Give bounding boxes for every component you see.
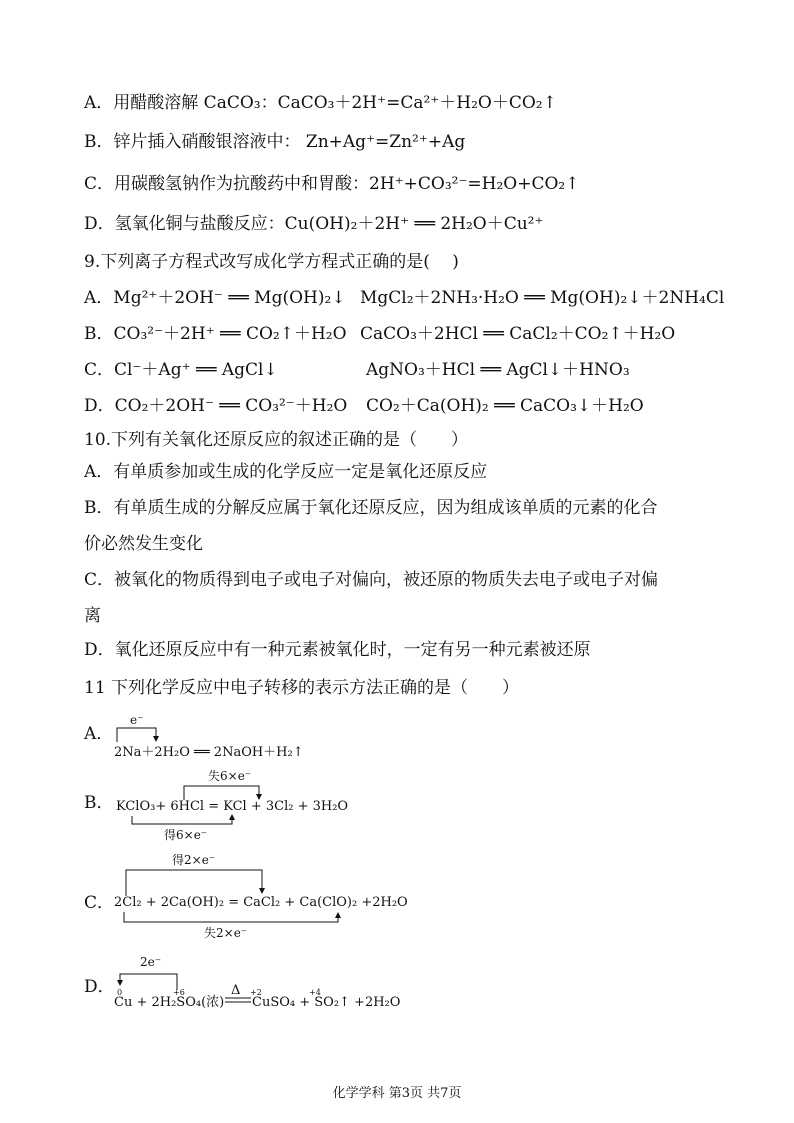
q11-option-d-arrow xyxy=(120,974,177,990)
q11-option-c-label: C． xyxy=(84,893,115,913)
q11-option-c-bottom-arrowhead xyxy=(335,912,341,918)
q11-option-d-ox-s-right: +4 xyxy=(309,988,321,997)
q8-option-c xyxy=(84,172,580,196)
q11-option-b-label: B． xyxy=(84,793,114,813)
q9-option-b-ionic: CO₃²⁻＋2H⁺ ══ CO₂↑＋H₂O xyxy=(113,324,347,344)
q11-option-d-arrow-label: 2e⁻ xyxy=(140,955,162,969)
q11-option-a-arrowhead xyxy=(153,736,159,742)
q8-option-a xyxy=(84,91,557,115)
q10-option-c-line2: 离 xyxy=(84,606,101,626)
q11-option-d-diagram xyxy=(84,952,414,1012)
q11-option-c-diagram xyxy=(84,848,414,942)
q11-option-a-equation: 2Na＋2H₂O ══ 2NaOH＋H₂↑ xyxy=(114,745,304,760)
q9-option-a-ionic: Mg²⁺＋2OH⁻ ══ Mg(OH)₂↓ xyxy=(113,288,346,308)
q9-option-d xyxy=(84,394,644,418)
q11-option-d-arrowhead xyxy=(117,980,123,986)
q11-option-d-heat: Δ xyxy=(231,983,241,998)
q11-option-c-bottom-arrow xyxy=(124,912,338,922)
q9-option-a-label: A． xyxy=(84,288,114,308)
q11-option-b-diagram xyxy=(84,764,414,844)
q9-option-b-label: B． xyxy=(84,324,114,344)
q10-option-c-line1: C．被氧化的物质得到电子或电子对偏向，被还原的物质失去电子或电子对偏 xyxy=(84,570,659,590)
q11-option-a-arrow xyxy=(117,728,156,742)
q9-option-d-label: D． xyxy=(84,396,115,416)
q10-option-d: D．氧化还原反应中有一种元素被氧化时，一定有另一种元素被还原 xyxy=(84,640,591,660)
q11-option-d-ox-s-left: +6 xyxy=(173,988,185,997)
q9-option-a xyxy=(84,286,725,310)
q11-option-d-ox-cu-right: +2 xyxy=(250,988,262,997)
q8-option-b-label: B． xyxy=(84,132,114,152)
q8-option-d-label: D． xyxy=(84,214,115,234)
q11-option-d-ox-cu-left: 0 xyxy=(117,988,123,997)
q11-option-d-label: D． xyxy=(84,977,115,997)
q11-option-a-label: A． xyxy=(84,724,114,744)
page-footer: 化学学科 第3页 共7页 xyxy=(332,1086,462,1101)
q11-option-b-equation: KClO₃+ 6HCl = KCl + 3Cl₂ + 3H₂O xyxy=(116,799,349,814)
q8-option-b-text: 锌片插入硝酸银溶液中： Zn+Ag⁺=Zn²⁺+Ag xyxy=(113,132,466,152)
q11-option-d-equation-left: Cu + 2H₂SO₄(浓) xyxy=(114,995,225,1010)
q10-stem: 10.下列有关氧化还原反应的叙述正确的是（ ） xyxy=(84,430,469,450)
q11-option-a-diagram xyxy=(84,708,414,758)
q8-option-c-text: 用碳酸氢钠作为抗酸药中和胃酸：2H⁺+CO₃²⁻=H₂O+CO₂↑ xyxy=(114,174,580,194)
q10-option-a: A．有单质参加或生成的化学反应一定是氧化还原反应 xyxy=(84,462,488,482)
q11-option-d-equals xyxy=(225,998,251,1002)
q11-option-a-arrow-label: e⁻ xyxy=(130,713,144,727)
q11-option-d-equation-right: CuSO₄ + SO₂↑ +2H₂O xyxy=(252,995,401,1010)
q11-option-c-top-label: 得2×e⁻ xyxy=(172,853,216,867)
q11-option-b-bottom-arrow xyxy=(132,816,232,824)
q9-option-c-chemical: AgNO₃＋HCl ══ AgCl↓＋HNO₃ xyxy=(366,360,630,380)
q9-option-a-chemical: MgCl₂＋2NH₃·H₂O ══ Mg(OH)₂↓＋2NH₄Cl xyxy=(360,288,725,308)
q10-option-b-line2: 价必然发生变化 xyxy=(84,534,203,554)
q8-option-d xyxy=(84,212,543,236)
q9-option-d-ionic: CO₂＋2OH⁻ ══ CO₃²⁻＋H₂O xyxy=(114,396,348,416)
q11-option-c-top-arrow xyxy=(126,870,262,896)
q11-option-b-top-arrow xyxy=(184,786,259,800)
q9-option-c xyxy=(84,358,630,382)
q9-option-b xyxy=(84,322,676,346)
q9-option-c-ionic: Cl⁻＋Ag⁺ ══ AgCl↓ xyxy=(114,360,278,380)
q8-option-a-label: A． xyxy=(84,93,114,113)
q8-option-d-text: 氢氧化铜与盐酸反应：Cu(OH)₂＋2H⁺ ══ 2H₂O＋Cu²⁺ xyxy=(114,214,544,234)
q11-option-c-bottom-label: 失2×e⁻ xyxy=(204,926,248,940)
q11-option-c-equation: 2Cl₂ + 2Ca(OH)₂ = CaCl₂ + Ca(ClO)₂ +2H₂O xyxy=(114,895,408,910)
q9-stem: 9.下列离子方程式改写成化学方程式正确的是( ) xyxy=(84,252,459,272)
q11-option-c-top-arrowhead xyxy=(259,888,265,894)
q9-option-d-chemical: CO₂＋Ca(OH)₂ ══ CaCO₃↓＋H₂O xyxy=(366,396,644,416)
q8-option-c-label: C． xyxy=(84,174,115,194)
q8-option-a-text: 用醋酸溶解 CaCO₃：CaCO₃＋2H⁺=Ca²⁺＋H₂O＋CO₂↑ xyxy=(113,93,557,113)
q11-option-b-bottom-arrowhead xyxy=(229,814,235,820)
q8-option-b xyxy=(84,130,465,154)
q11-option-b-bottom-label: 得6×e⁻ xyxy=(164,828,208,842)
q9-option-b-chemical: CaCO₃＋2HCl ══ CaCl₂＋CO₂↑＋H₂O xyxy=(360,324,676,344)
q9-option-c-label: C． xyxy=(84,360,115,380)
q10-option-b-line1: B．有单质生成的分解反应属于氧化还原反应，因为组成该单质的元素的化合 xyxy=(84,498,658,518)
q11-stem: 11 下列化学反应中电子转移的表示方法正确的是（ ） xyxy=(84,678,520,698)
q11-option-b-top-label: 失6×e⁻ xyxy=(208,769,252,783)
